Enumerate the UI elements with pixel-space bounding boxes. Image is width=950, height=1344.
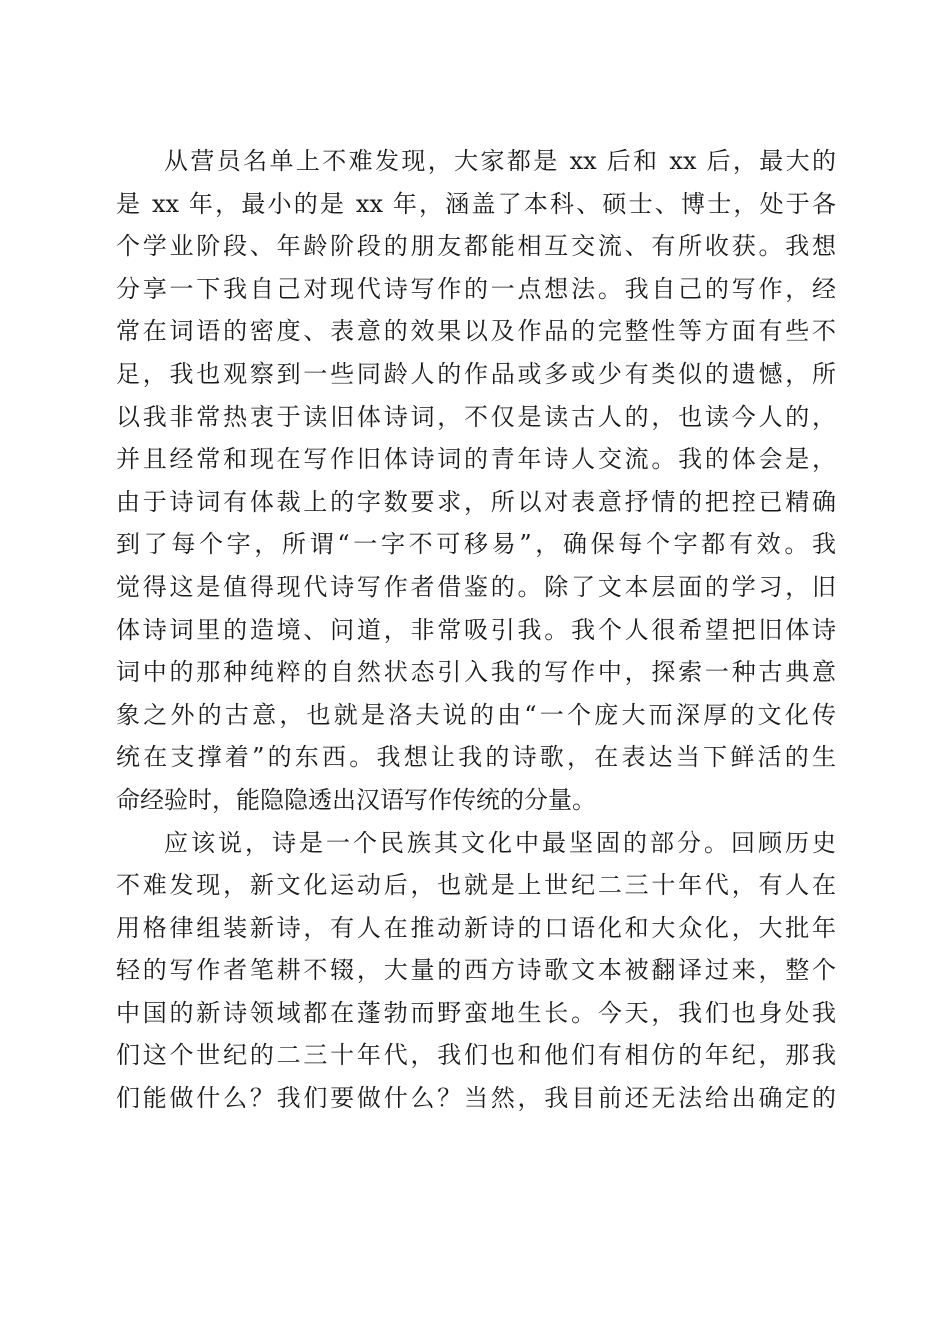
text-line: 由于诗词有体裁上的字数要求，所以对表意抒情的把控已精确 xyxy=(116,487,836,516)
text-line: 命经验时，能隐隐透出汉语写作传统的分量。 xyxy=(116,785,596,814)
text-line: 足，我也观察到一些同龄人的作品或多或少有类似的遗憾，所 xyxy=(116,359,836,388)
text-line: 们这个世纪的二三十年代，我们也和他们有相仿的年纪，那我 xyxy=(116,1041,836,1070)
text-line: 到了每个字，所谓“一字不可移易”，确保每个字都有效。我 xyxy=(116,530,836,559)
text-line: 个学业阶段、年龄阶段的朋友都能相互交流、有所收获。我想 xyxy=(116,232,836,261)
text-line: 分享一下我自己对现代诗写作的一点想法。我自己的写作，经 xyxy=(116,274,836,303)
text-line: 轻的写作者笔耕不辍，大量的西方诗歌文本被翻译过来，整个 xyxy=(116,956,836,985)
text-line: 觉得这是值得现代诗写作者借鉴的。除了文本层面的学习，旧 xyxy=(116,572,836,601)
paragraph-1 xyxy=(116,140,836,822)
text-line: 象之外的古意，也就是洛夫说的由“一个庞大而深厚的文化传 xyxy=(116,700,836,729)
text-line: 是 xx 年，最小的是 xx 年，涵盖了本科、硕士、博士，处于各 xyxy=(116,189,836,218)
text-line: 并且经常和现在写作旧体诗词的青年诗人交流。我的体会是， xyxy=(116,445,836,474)
text-line: 应该说，诗是一个民族其文化中最坚固的部分。回顾历史 xyxy=(164,828,836,857)
paragraph-2 xyxy=(116,822,836,1120)
text-line: 以我非常热衷于读旧体诗词，不仅是读古人的，也读今人的， xyxy=(116,402,836,431)
text-line: 用格律组装新诗，有人在推动新诗的口语化和大众化，大批年 xyxy=(116,913,836,942)
text-line: 不难发现，新文化运动后，也就是上世纪二三十年代，有人在 xyxy=(116,871,836,900)
text-line: 中国的新诗领域都在蓬勃而野蛮地生长。今天，我们也身处我 xyxy=(116,998,836,1027)
document-body xyxy=(116,140,836,1120)
text-line: 从营员名单上不难发现，大家都是 xx 后和 xx 后，最大的 xyxy=(164,147,836,175)
text-line: 词中的那种纯粹的自然状态引入我的写作中，探索一种古典意 xyxy=(116,658,836,687)
text-line: 常在词语的密度、表意的效果以及作品的完整性等方面有些不 xyxy=(116,317,836,346)
text-line: 统在支撑着”的东西。我想让我的诗歌，在表达当下鲜活的生 xyxy=(116,743,836,772)
text-line: 们能做什么？我们要做什么？当然，我目前还无法给出确定的 xyxy=(116,1084,836,1113)
text-line: 体诗词里的造境、问道，非常吸引我。我个人很希望把旧体诗 xyxy=(116,615,836,644)
